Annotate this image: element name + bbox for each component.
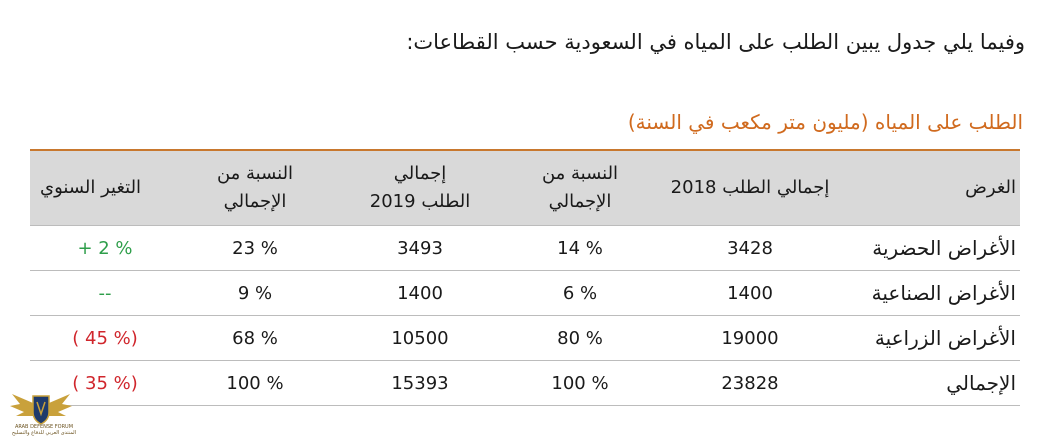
cell-total-2018: 19000 — [650, 316, 850, 361]
header-annual-change: التغير السنوي — [30, 150, 180, 226]
cell-annual-change: -- — [30, 271, 180, 316]
cell-total-2019: 3493 — [330, 226, 510, 271]
cell-share-2018: 6 % — [510, 271, 650, 316]
water-demand-table — [30, 149, 1020, 406]
cell-purpose: الأغراض الزراعية — [850, 316, 1020, 361]
header-total-2019: إجمالي الطلب 2019 — [330, 150, 510, 226]
cell-purpose: الإجمالي — [850, 361, 1020, 406]
table-row — [30, 316, 1020, 361]
header-purpose: الغرض — [850, 150, 1020, 226]
cell-share-2019: 23 % — [180, 226, 330, 271]
cell-total-2019: 10500 — [330, 316, 510, 361]
cell-share-2019: 100 % — [180, 361, 330, 406]
header-share-2018: النسبة من الإجمالي — [510, 150, 650, 226]
table-title: الطلب على المياه (مليون متر مكعب في السنة) — [627, 110, 1023, 134]
cell-total-2019: 1400 — [330, 271, 510, 316]
cell-annual-change: ( 35 %) — [30, 361, 180, 406]
cell-annual-change: ( 45 %) — [30, 316, 180, 361]
cell-total-2018: 3428 — [650, 226, 850, 271]
cell-share-2018: 100 % — [510, 361, 650, 406]
cell-total-2018: 1400 — [650, 271, 850, 316]
cell-total-2019: 15393 — [330, 361, 510, 406]
table-row — [30, 271, 1020, 316]
cell-annual-change: + 2 % — [30, 226, 180, 271]
cell-share-2019: 68 % — [180, 316, 330, 361]
cell-share-2019: 9 % — [180, 271, 330, 316]
cell-purpose: الأغراض الحضرية — [850, 226, 1020, 271]
intro-text: وفيما يلي جدول يبين الطلب على المياه في السعودية حسب القطاعات: — [406, 30, 1025, 54]
header-share-2019: النسبة من الإجمالي — [180, 150, 330, 226]
table-header-row — [30, 150, 1020, 226]
table-row — [30, 361, 1020, 406]
table-row — [30, 226, 1020, 271]
shield-icon — [33, 396, 49, 424]
header-total-2018: إجمالي الطلب 2018 — [650, 150, 850, 226]
watermark-text: ARAB DEFENSE FORUM المنتدى العربي للدفاع والتسليح — [11, 424, 77, 436]
cell-share-2018: 14 % — [510, 226, 650, 271]
cell-purpose: الأغراض الصناعية — [850, 271, 1020, 316]
cell-total-2018: 23828 — [650, 361, 850, 406]
cell-share-2018: 80 % — [510, 316, 650, 361]
